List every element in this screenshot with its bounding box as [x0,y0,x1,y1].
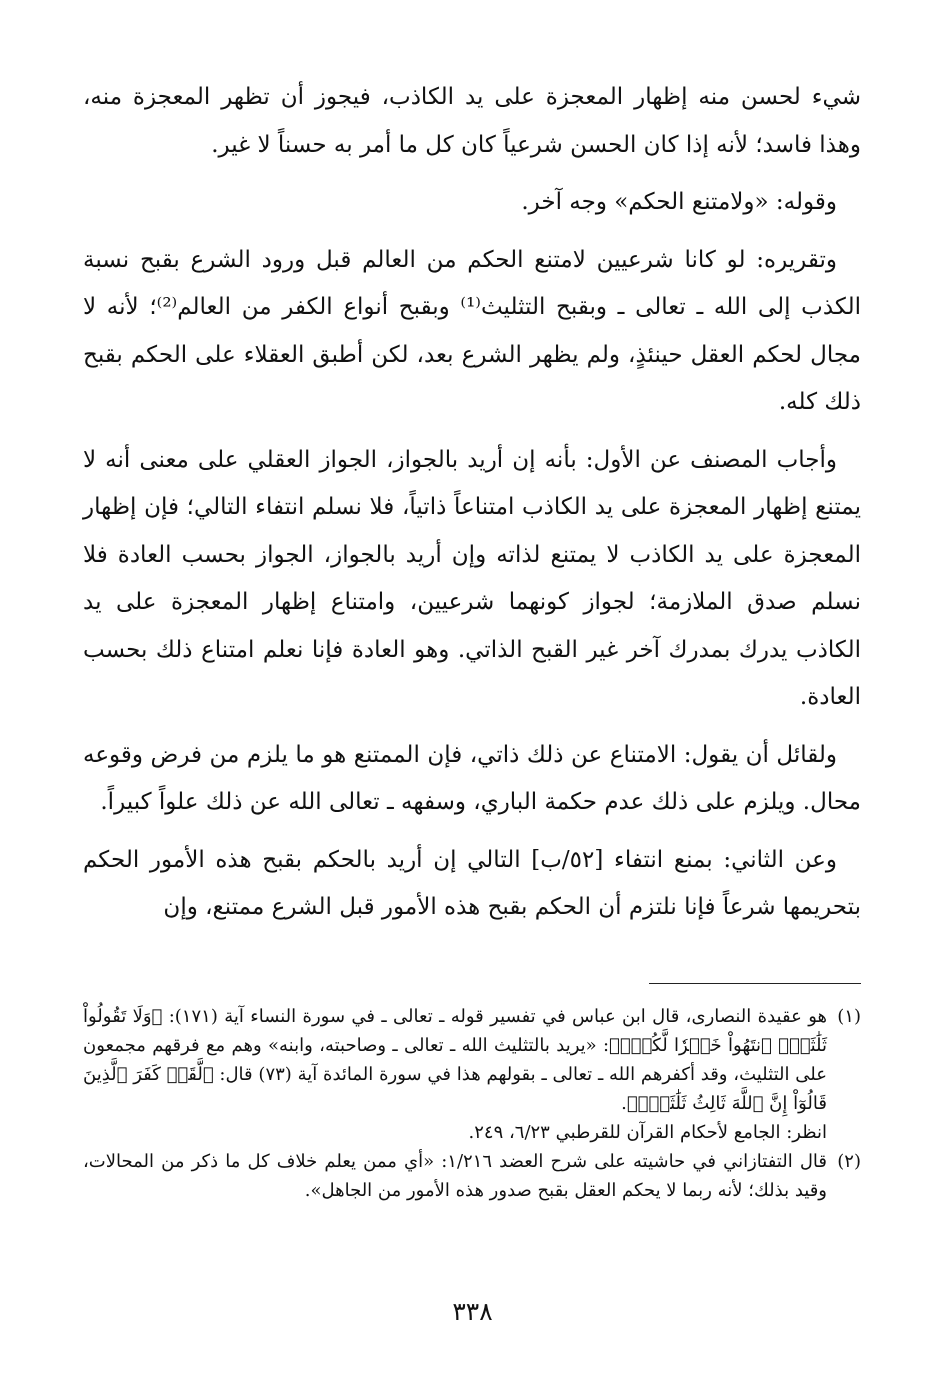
main-text [83,74,861,942]
paragraph-3: وتقريره: لو كانا شرعيين لامتنع الحكم من العالم قبل ورود الشرع بقبح نسبة الكذب إلى الله ـ تعالى ـ وبقبح التثليث⁽¹⁾ وبقبح أنواع الكفر من العالم⁽²⁾؛ لأنه لا مجال لحكم العقل حينئذٍ، ولم يظهر الشرع بعد، لكن أطبق العقلاء على الحكم بقبح ذلك كله. [83,246,861,415]
footnote-divider [649,983,861,984]
footnote-1 [83,1002,861,1147]
footnote-text: هو عقيدة النصارى، قال ابن عباس في تفسير قوله ـ تعالى ـ في سورة النساء آية (١٧١): ﴿وَلَا تَقُولُواْ ثَلَٰثَةٌۚ ٱنتَهُواْ خَيۡرٗا لَّكُمۡۚ﴾: «يريد بالتثليث الله ـ تعالى ـ وصاحبته، وابنه» وهم مع فرقهم مجمعون على التثليث، وقد أكفرهم الله ـ تعالى ـ بقولهم هذا في سورة المائدة آية (٧٣) قال: ﴿لَّقَدۡ كَفَرَ ٱلَّذِينَ قَالُوٓاْ إِنَّ ٱللَّهَ ثَالِثُ ثَلَٰثَةٖۘ﴾. [83,1006,827,1114]
paragraph-5: ولقائل أن يقول: الامتناع عن ذلك ذاتي، فإن الممتنع هو ما يلزم من فرض وقوعه محال. ويلزم على ذلك عدم حكمة الباري، وسفهه ـ تعالى الله عن ذلك علواً كبيراً. [83,741,861,815]
paragraph-2: وقوله: «ولامتنع الحكم» وجه آخر. [521,189,837,215]
footnotes [83,1002,861,1205]
paragraph-1: شيء لحسن منه إظهار المعجزة على يد الكاذب، فيجوز أن تظهر المعجزة منه، وهذا فاسد؛ لأنه إذا كان الحسن شرعياً كان كل ما أمر به حسناً لا غير. [83,84,861,158]
paragraph-6: وعن الثاني: بمنع انتفاء [٥٢/ب] التالي إن أريد بالحكم بقبح هذه الأمور الحكم بتحريمها شرعاً فإنا نلتزم أن الحكم بقبح هذه الأمور قبل الشرع ممتنع، وإن [83,846,861,920]
footnote-source: انظر: الجامع لأحكام القرآن للقرطبي ٦/٢٣، ٢٤٩. [468,1122,827,1143]
footnote-number: (١) [837,1006,861,1027]
footnote-body [83,1002,827,1147]
page-number: ٣٣٨ [452,1297,493,1326]
footnote-text: قال التفتازاني في حاشيته على شرح العضد ١/٢١٦: «أي ممن يعلم خلاف كل ما ذكر من المحالات، وقيد بذلك؛ لأنه ربما لا يحكم العقل بقبح صدور هذه الأمور من الجاهل». [83,1151,827,1201]
footnote-body [83,1147,827,1205]
footnote-2 [83,1147,861,1205]
footnote-number: (٢) [837,1151,861,1172]
paragraph-4: وأجاب المصنف عن الأول: بأنه إن أريد بالجواز، الجواز العقلي على معنى أنه لا يمتنع إظهار المعجزة على يد الكاذب امتناعاً ذاتياً، فلا نسلم انتفاء التالي؛ فإن إظهار المعجزة على يد الكاذب لا يمتنع لذاته وإن أريد بالجواز، الجواز بحسب العادة فلا نسلم صدق الملازمة؛ لجواز كونهما شرعيين، وامتناع إظهار المعجزة على يد الكاذب يدرك بمدرك آخر غير القبح الذاتي. وهو العادة فإنا نعلم امتناع ذلك بحسب العادة. [83,446,861,710]
